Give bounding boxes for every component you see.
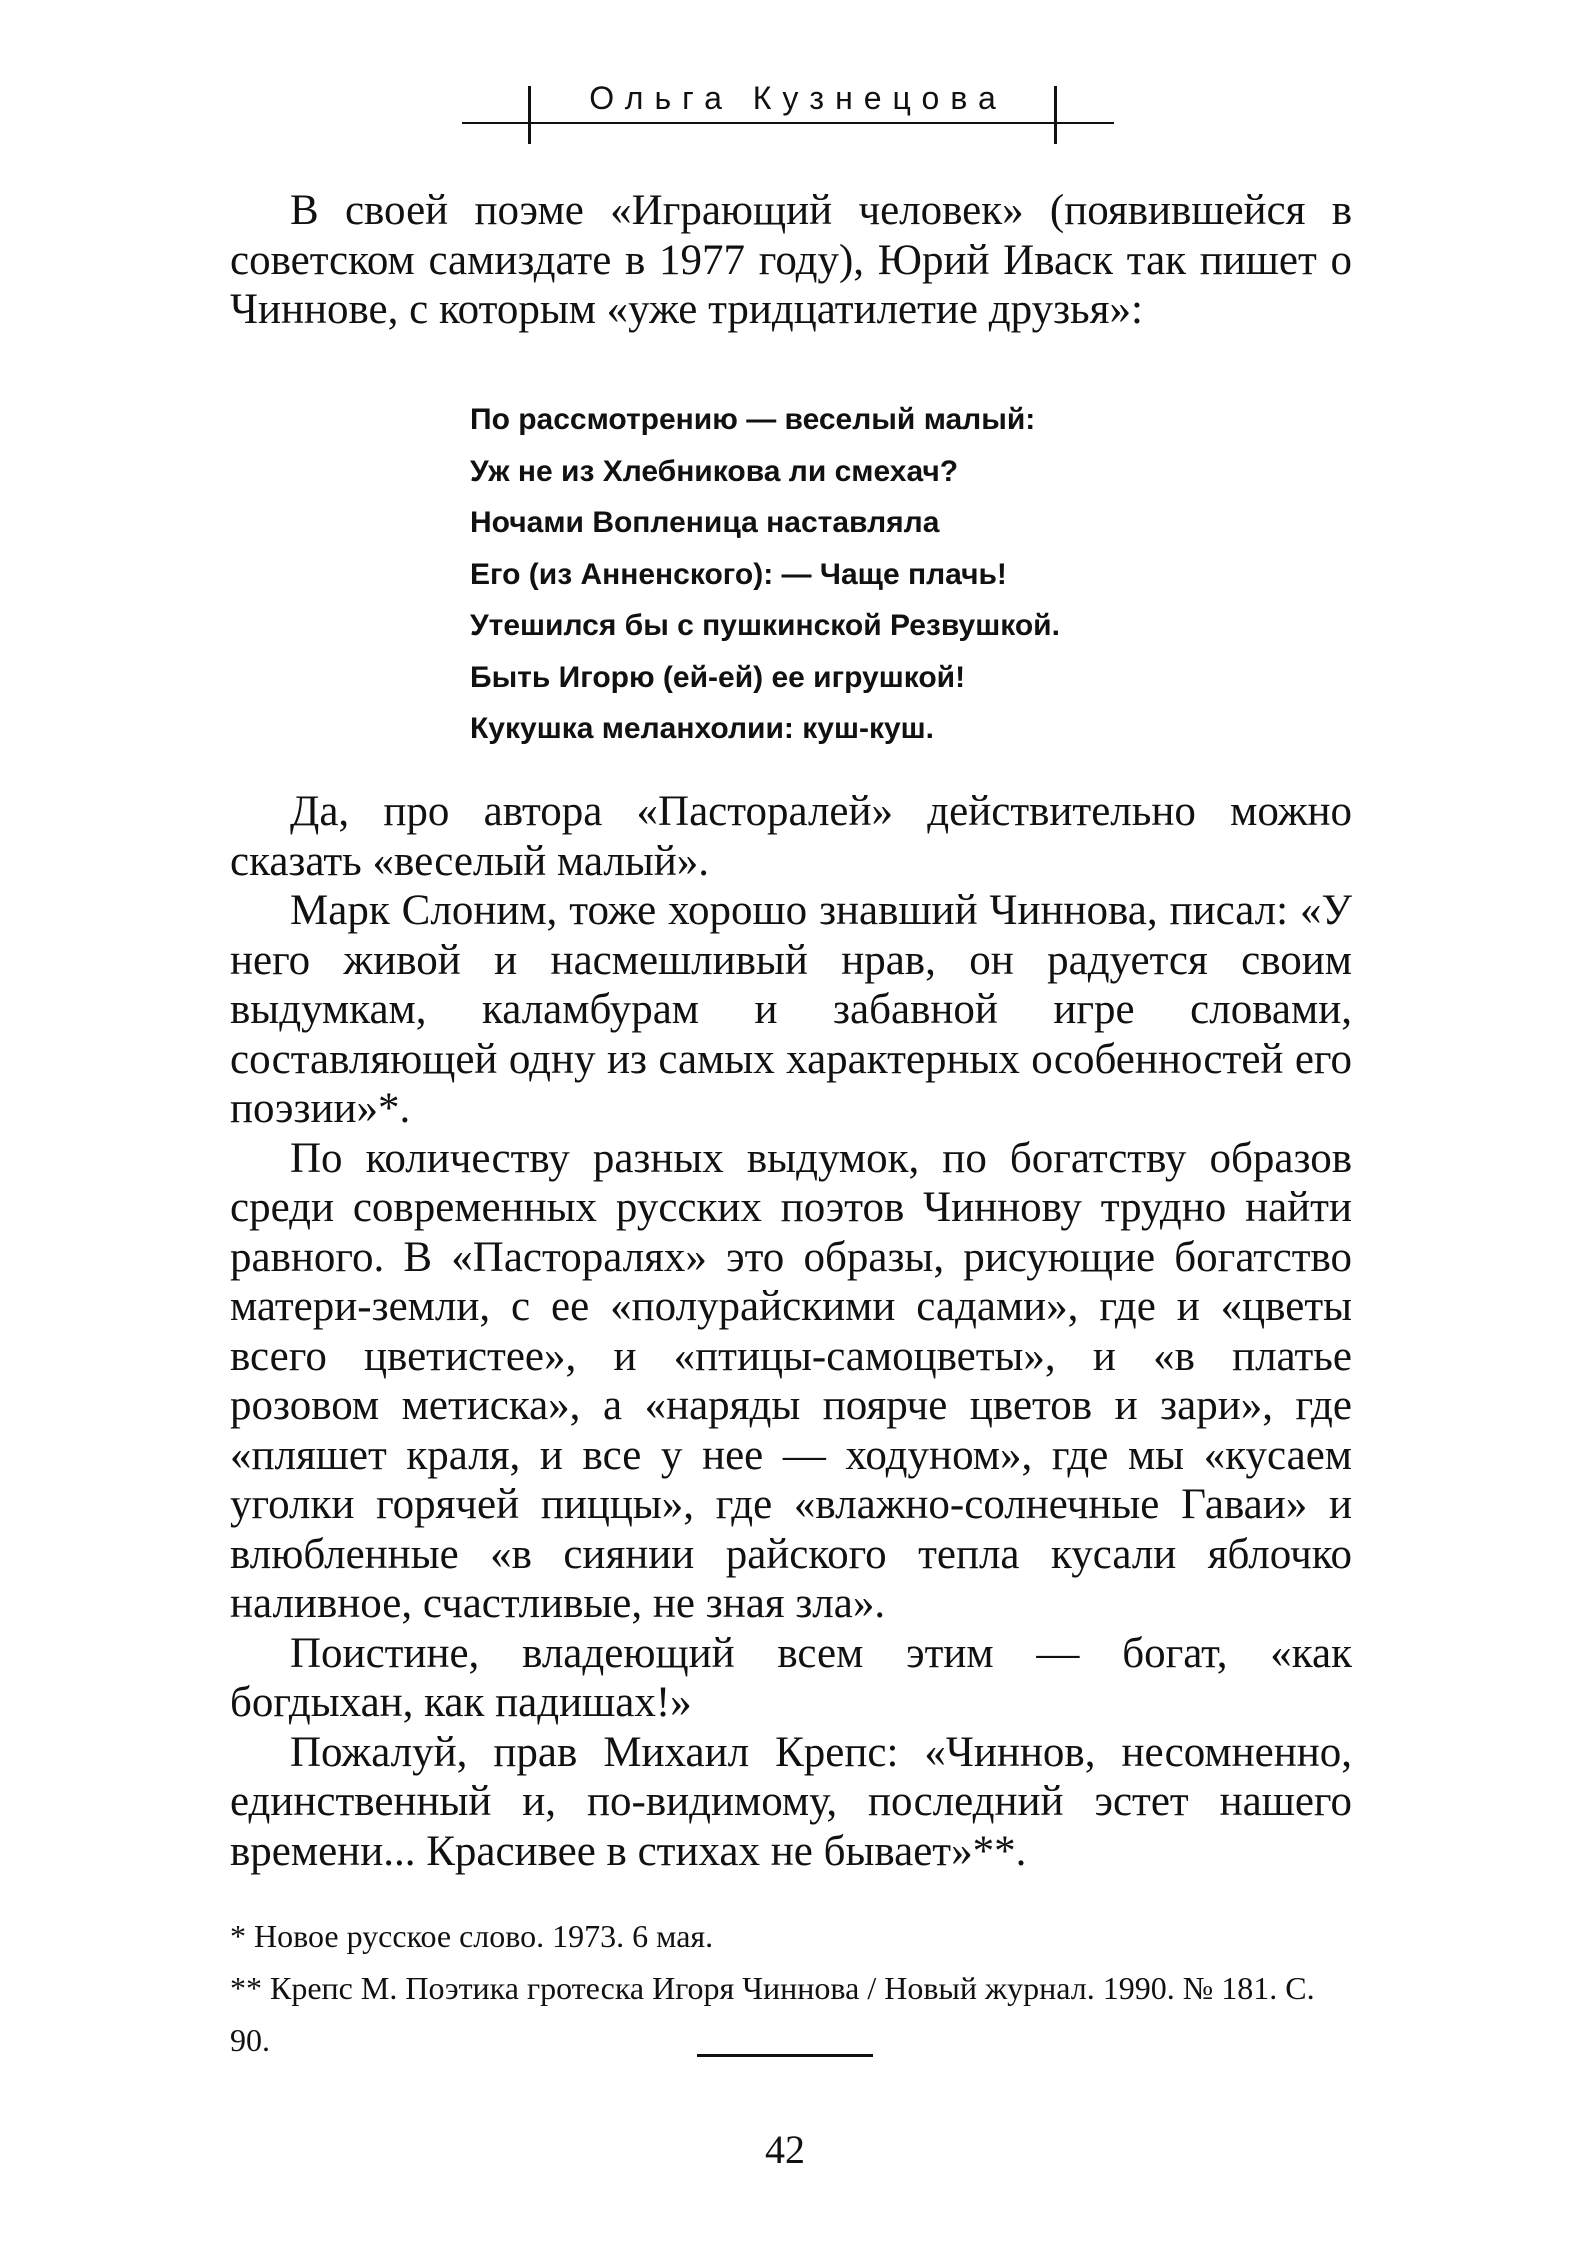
body-paragraph: Да, про автора «Пасторалей» действительно можно сказать «веселый малый». xyxy=(230,788,1352,885)
page-number-rule xyxy=(697,2054,873,2057)
running-title: Ольга Кузнецова xyxy=(589,80,1007,116)
poem-line: Кукушка меланхолии: куш-куш. xyxy=(470,712,934,745)
poem-line: По рассмотрению — веселый малый: xyxy=(470,403,1036,436)
poem-line: Быть Игорю (ей-ей) ее игрушкой! xyxy=(470,660,966,694)
intro-block xyxy=(230,186,1352,335)
body-paragraph: Поистине, владеющий всем этим — богат, «как богдыхан, как падишах!» xyxy=(230,1629,1352,1726)
header-rule xyxy=(462,122,1114,124)
poem-line: Уж не из Хлебникова ли смехач? xyxy=(470,454,959,488)
poem-line: Его (из Анненского): — Чаще плачь! xyxy=(470,557,1007,591)
body-paragraph: Пожалуй, прав Михаил Крепс: «Чиннов, несомненно, единственный и, по-видимому, последний эстет нашего времени... Красивее в стихах не бывает»**. xyxy=(230,1728,1352,1875)
footnote: * Новое русское слово. 1973. 6 мая. xyxy=(230,1918,714,1954)
page-number: 42 xyxy=(765,2127,805,2172)
intro-paragraph: В своей поэме «Играющий человек» (появившейся в советском самиздате в 1977 году), Юрий Иваск так пишет о Чиннове, с которым «уже тридцатилетие друзья»: xyxy=(230,187,1352,333)
header-tick-right xyxy=(1054,86,1057,144)
poem-quote xyxy=(470,394,1190,755)
poem-line: Ночами Вопленица наставляла xyxy=(470,506,940,539)
footnote: ** Крепс М. Поэтика гротеска Игоря Чиннова / Новый журнал. 1990. № 181. С. 90. xyxy=(230,1970,1315,2058)
body-paragraph: По количеству разных выдумок, по богатству образов среди современных русских поэтов Чиннову трудно найти равного. В «Пасторалях» это образы, рисующие богатство матери-земли, с ее «полурайскими садами», где и «цветы всего цветистее», и «птицы-самоцветы», и «в платье розовом метиска», а «наряды поярче цветов и зари», где «пляшет краля, и все у нее — ходуном», где мы «кусаем уголки горячей пиццы», где «влажно-солнечные Гаваи» и влюбленные «в сиянии райского тепла кусали яблочко наливное, счастливые, не зная зла». xyxy=(230,1134,1352,1627)
body-paragraph: Марк Слоним, тоже хорошо знавший Чиннова, писал: «У него живой и насмешливый нрав, он радуется своим выдумкам, каламбурам и забавной игре словами, составляющей одну из самых характерных особенностей его поэзии»*. xyxy=(230,887,1352,1132)
header-tick-left xyxy=(528,86,531,144)
running-header xyxy=(462,78,1114,142)
footnotes xyxy=(230,1910,1330,2066)
main-text xyxy=(230,787,1352,1876)
poem-line: Утешился бы с пушкинской Резвушкой. xyxy=(470,609,1060,642)
